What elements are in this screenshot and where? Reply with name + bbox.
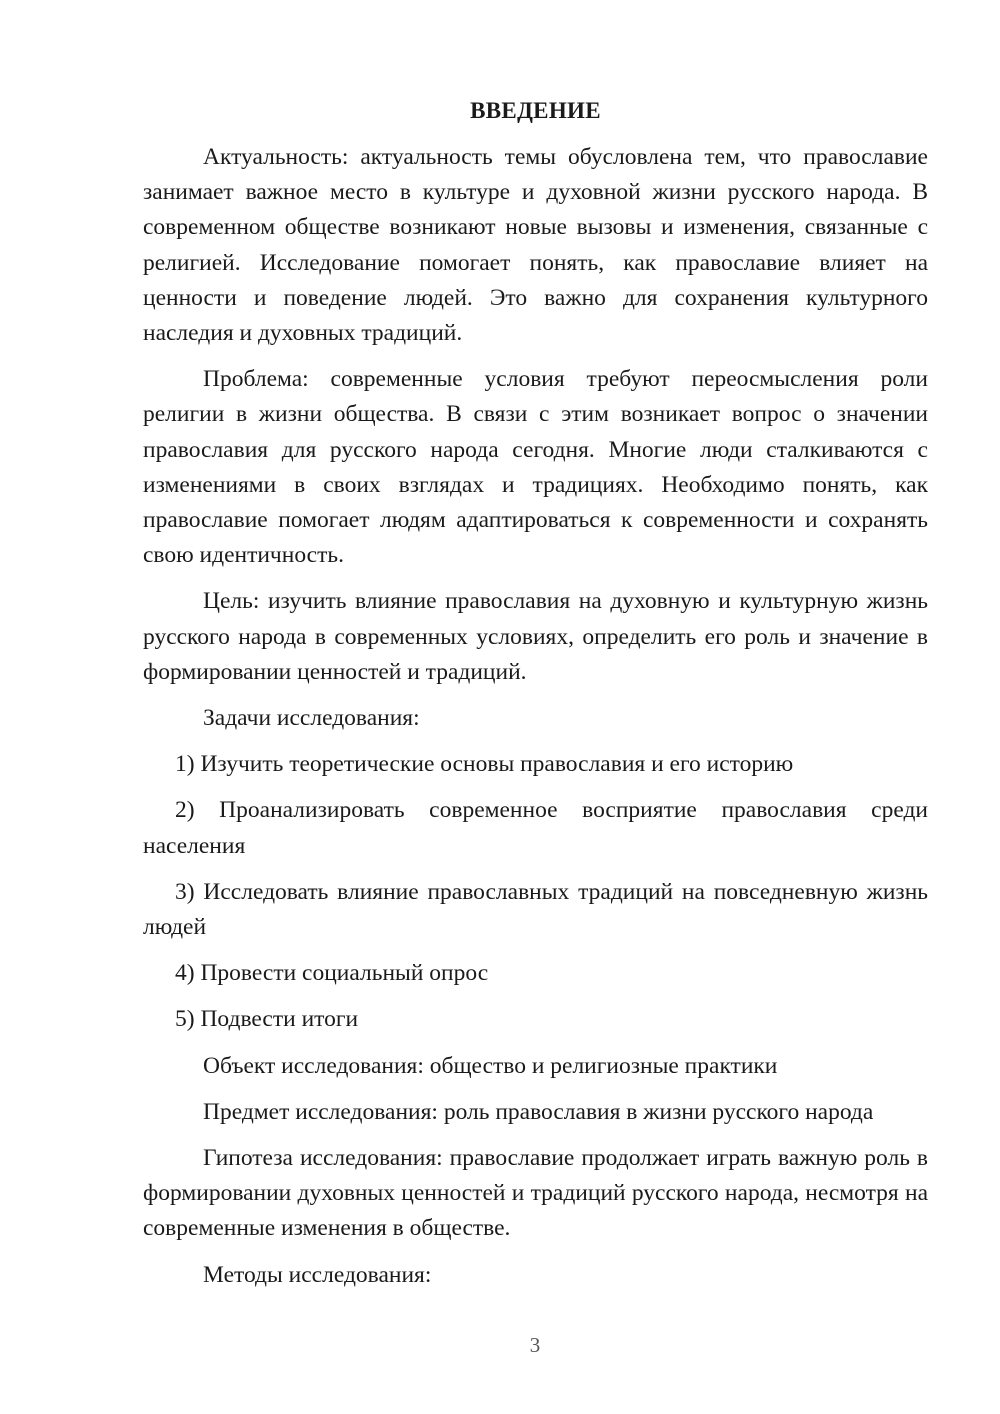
tasks-heading: Задачи исследования: (203, 705, 420, 732)
page-title: ВВЕДЕНИЕ (470, 98, 601, 123)
paragraph-object: Объект исследования: общество и религиозные практики (203, 1052, 778, 1079)
task-item-1: 1) Изучить теоретические основы православия и его историю (175, 751, 794, 778)
paragraph-hypothesis: Гипотеза исследования: православие продолжает играть важную роль в формировании духовных ценностей и традиций русского народа, несмотря на современные изменения в обществе. (143, 1145, 928, 1242)
paragraph-methods: Методы исследования: (203, 1261, 432, 1288)
paragraph-goal: Цель: изучить влияние православия на духовную и культурную жизнь русского народа в современных условиях, определить его роль и значение в формировании ценностей и традиций. (143, 588, 928, 685)
task-item-3: 3) Исследовать влияние православных традиций на повседневную жизнь людей (143, 878, 928, 941)
task-item-4: 4) Провести социальный опрос (175, 960, 489, 987)
paragraph-relevance: Актуальность: актуальность темы обусловлена тем, что православие занимает важное место в культуре и духовной жизни русского народа. В современном обществе возникают новые вызовы и изменения, связанные с религией. Исследование помогает понять, как православие влияет на ценности и поведение людей. Это важно для сохранения культурного наследия и духовных традиций. (143, 144, 928, 347)
page-number: 3 (529, 1333, 541, 1357)
task-item-5: 5) Подвести итоги (175, 1006, 359, 1033)
document-page (143, 96, 928, 1304)
paragraph-subject: Предмет исследования: роль православия в жизни русского народа (203, 1098, 874, 1125)
paragraph-problem: Проблема: современные условия требуют переосмысления роли религии в жизни общества. В связи с этим возникает вопрос о значении православия для русского народа сегодня. Многие люди сталкиваются с изменениями в своих взглядах и традициях. Необходимо понять, как православие помогает людям адаптироваться к современности и сохранять свою идентичность. (143, 366, 928, 569)
task-item-2: 2) Проанализировать современное восприятие православия среди населения (143, 797, 928, 859)
